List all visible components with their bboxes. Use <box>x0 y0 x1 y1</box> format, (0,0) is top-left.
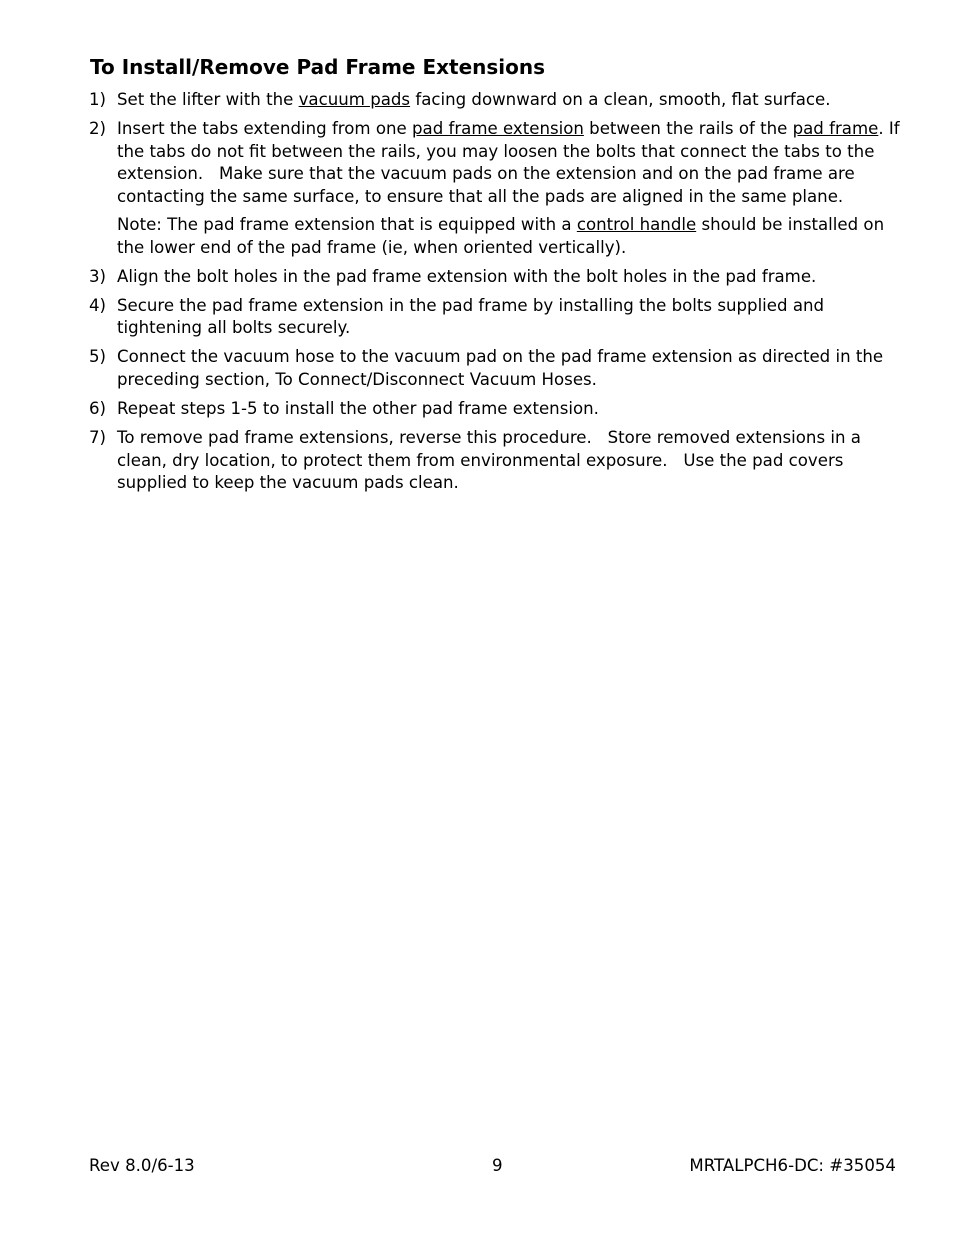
step-text: Secure the pad frame extension in the pad frame by installing the bolts supplied and tightening all bolts securely. <box>117 295 825 338</box>
step-number: 7) <box>89 428 107 448</box>
list-item <box>89 398 901 421</box>
step-number: 2) <box>89 119 107 139</box>
page-title: To Install/Remove Pad Frame Extensions <box>90 55 546 79</box>
step-text: Align the bolt holes in the pad frame extension with the bolt holes in the pad frame. <box>117 266 817 286</box>
step-number: 1) <box>89 90 107 109</box>
text-run: Set the lifter with the <box>117 90 299 109</box>
step-number: 4) <box>89 295 107 315</box>
term-control-handle: control handle <box>576 214 697 234</box>
step-note <box>117 214 901 259</box>
text-run: between the rails of the <box>583 119 793 139</box>
text-run: facing downward on a clean, smooth, flat surface. <box>410 90 831 109</box>
step-text: Repeat steps 1-5 to install the other pad frame extension. <box>117 399 599 419</box>
step-text <box>117 89 901 112</box>
step-text: To remove pad frame extensions, reverse this procedure. Store removed extensions in a clean, dry location, to protect them from environmental exposure. Use the pad covers supplied to keep the vacuum pads clean. <box>117 428 861 493</box>
footer-document-id: MRTALPCH6-DC: #35054 <box>689 1156 896 1175</box>
step-text: Connect the vacuum hose to the vacuum pad on the pad frame extension as directed in the preceding section, To Connect/Disconnect Vacuum Hoses. <box>117 347 884 390</box>
text-run: should be installed on the lower end of the pad frame (ie, when oriented vertically). <box>117 214 885 257</box>
text-run: Note: The pad frame extension that is equipped with a <box>117 214 577 234</box>
list-item <box>89 118 901 259</box>
step-text <box>117 118 901 259</box>
step-number: 6) <box>89 399 107 419</box>
list-item <box>89 295 901 340</box>
instruction-list <box>89 89 901 502</box>
text-run: . If the tabs do not fit between the rails, you may loosen the bolts that connect the tabs to the extension. Make sure that the vacuum pads on the extension and on the pad frame are contacting the same surface, to ensure that all the pads are aligned in the same plane. <box>117 119 900 206</box>
list-item <box>89 346 901 391</box>
term-pad-frame: pad frame <box>792 119 879 139</box>
step-number: 3) <box>89 266 107 286</box>
footer-revision: Rev 8.0/6-13 <box>89 1156 195 1175</box>
term-pad-frame-extension: pad frame extension <box>412 119 584 139</box>
footer-page-number: 9 <box>492 1156 503 1175</box>
list-item <box>89 89 901 112</box>
term-vacuum-pads: vacuum pads <box>298 90 411 109</box>
step-number: 5) <box>89 347 107 367</box>
text-run: Insert the tabs extending from one <box>117 119 412 139</box>
list-item <box>89 427 901 495</box>
list-item <box>89 266 901 289</box>
